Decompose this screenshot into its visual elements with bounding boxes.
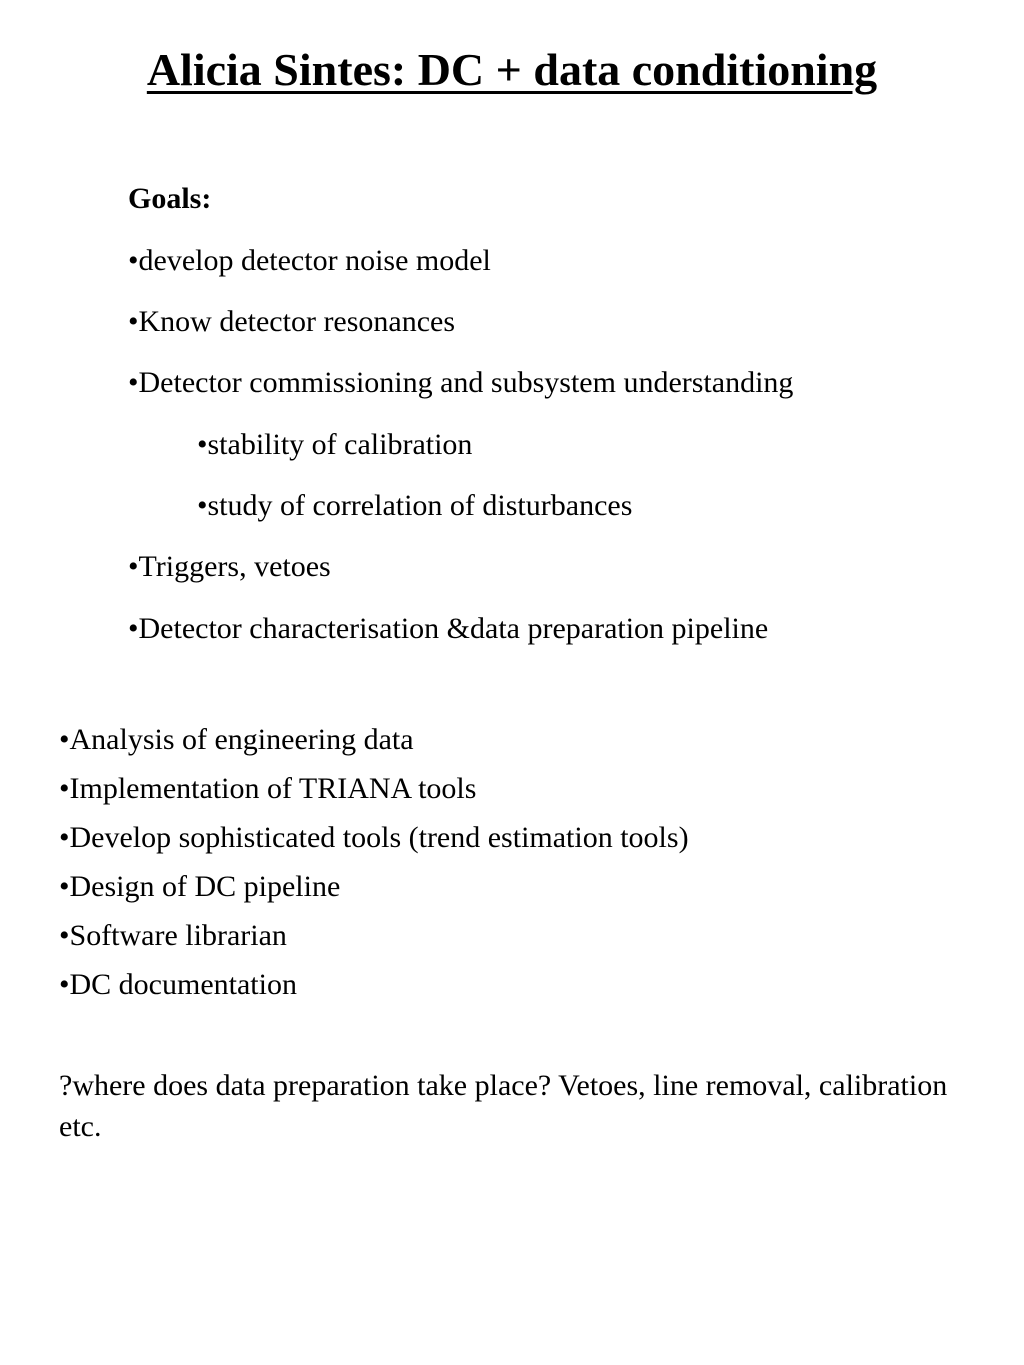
goal-item: •Triggers, vetoes [128,550,331,583]
goal-subitem: •study of correlation of disturbances [197,489,633,522]
task-item: •Design of DC pipeline [59,870,341,903]
task-item: •Software librarian [59,919,287,952]
page-title: Alicia Sintes: DC + data conditioning [146,44,878,95]
goals-heading: Goals: [128,182,212,215]
question-note: ?where does data preparation take place? Vetoes, line removal, calibration etc. [59,1069,948,1143]
task-item: •Develop sophisticated tools (trend estimation tools) [59,821,689,854]
goal-item: •Know detector resonances [128,305,456,338]
goal-subitem: •stability of calibration [197,428,473,461]
task-item: •DC documentation [59,968,297,1001]
task-item: •Implementation of TRIANA tools [59,772,477,805]
goal-item: •Detector commissioning and subsystem understanding [128,366,794,399]
goal-item: •Detector characterisation &data preparation pipeline [128,612,769,645]
task-item: •Analysis of engineering data [59,723,414,756]
goal-item: •develop detector noise model [128,244,491,277]
